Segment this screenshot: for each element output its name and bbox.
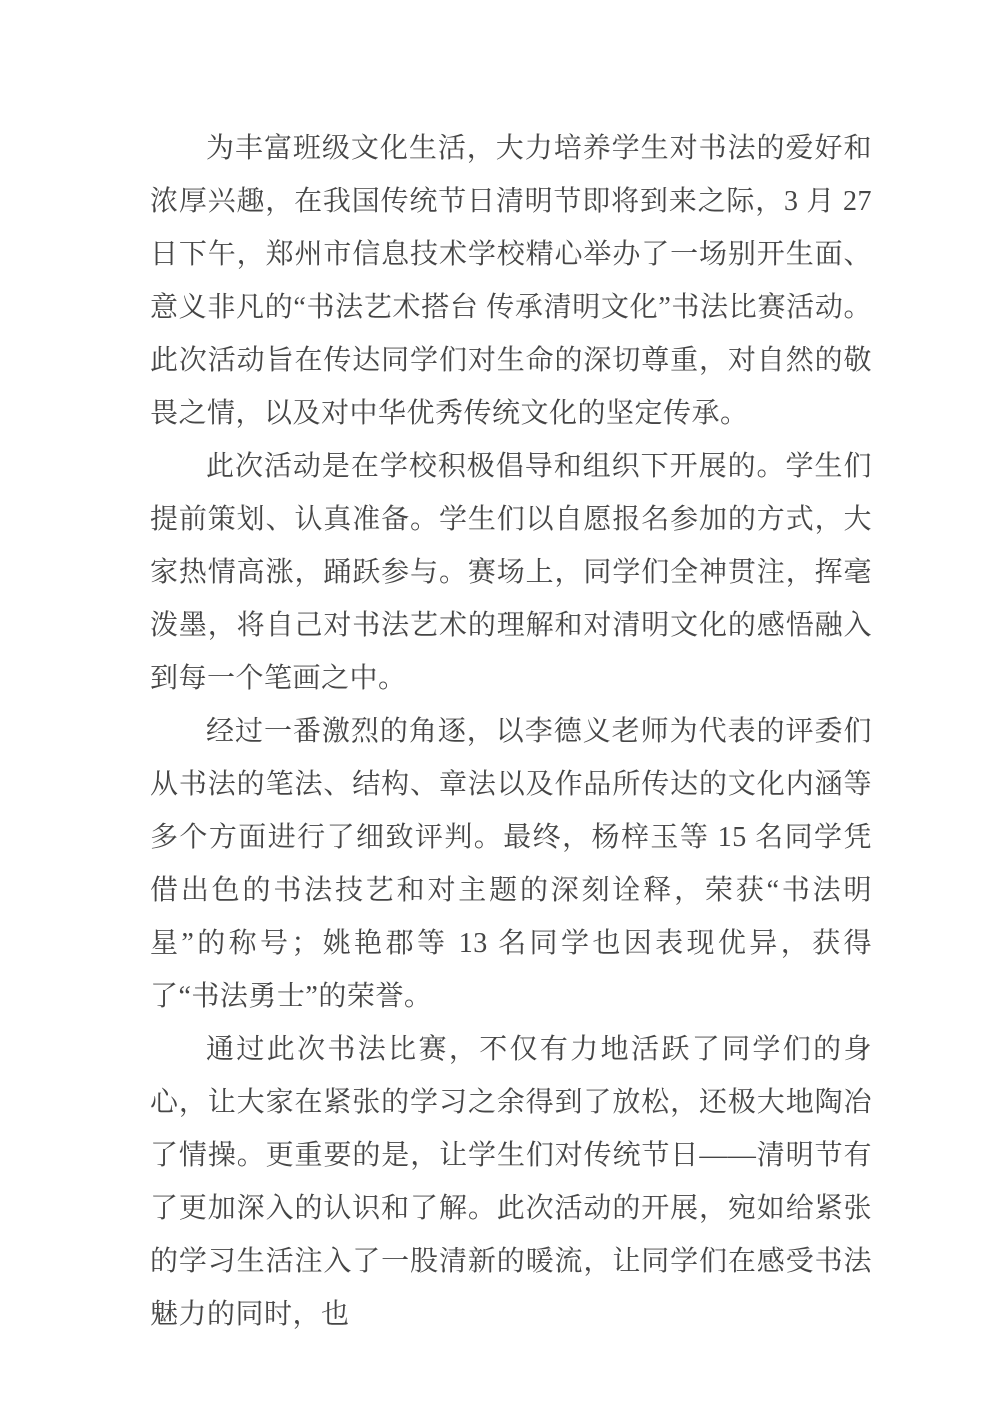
paragraph-competition-results: 经过一番激烈的角逐，以李德义老师为代表的评委们从书法的笔法、结构、章法以及作品所传达的文化内涵等多个方面进行了细致评判。最终，杨梓玉等 15 名同学凭借出色的书法技艺和对主题的深刻诠释，荣获“书法明星”的称号；姚艳郡等 13 名同学也因表现优异，获得了“书法勇士”的荣誉。 xyxy=(150,716,872,1012)
paragraph-event-significance: 通过此次书法比赛，不仅有力地活跃了同学们的身心，让大家在紧张的学习之余得到了放松，还极大地陶冶了情操。更重要的是，让学生们对传统节日——清明节有了更加深入的认识和了解。此次活动的开展，宛如给紧张的学习生活注入了一股清新的暖流，让同学们在感受书法魅力的同时，也 xyxy=(150,1034,872,1330)
paragraph-event-organization: 此次活动是在学校积极倡导和组织下开展的。学生们提前策划、认真准备。学生们以自愿报名参加的方式，大家热情高涨，踊跃参与。赛场上，同学们全神贯注，挥毫泼墨，将自己对书法艺术的理解和对清明文化的感悟融入到每一个笔画之中。 xyxy=(150,451,872,694)
paragraph-event-intro: 为丰富班级文化生活，大力培养学生对书法的爱好和浓厚兴趣，在我国传统节日清明节即将到来之际，3 月 27 日下午，郑州市信息技术学校精心举办了一场别开生面、意义非凡的“书法艺术搭台 传承清明文化”书法比赛活动。此次活动旨在传达同学们对生命的深切尊重，对自然的敬畏之情，以及对中华优秀传统文化的坚定传承。 xyxy=(150,133,872,429)
document-body xyxy=(150,122,872,1341)
